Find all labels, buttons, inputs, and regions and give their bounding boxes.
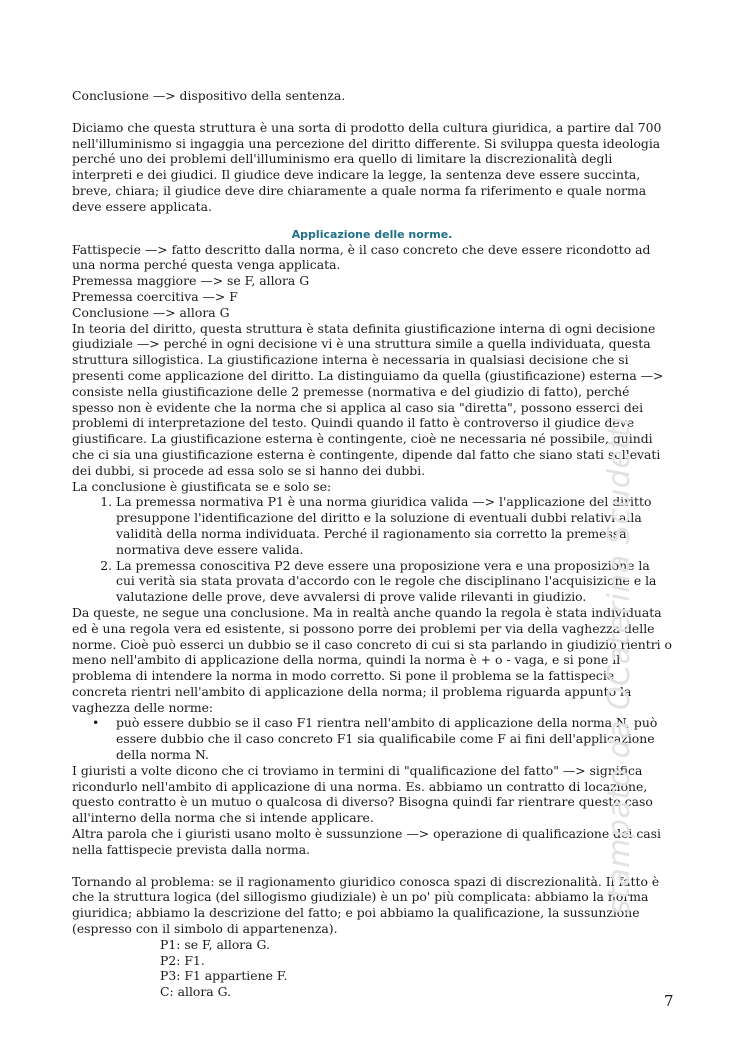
paragraph-qualificazione: I giuristi a volte dicono che ci troviamo in termini di "qualificazione del fatto" —> significa ricondurlo nell'ambito di applicazione di una norma. Es. abbiamo un contratto di locazione, questo contratto è un mutuo o qualcosa di diverso? Bisogna quindi far rientrare questo caso all'interno della norma che si intende applicare. bbox=[72, 762, 653, 826]
bullet-list bbox=[72, 715, 672, 762]
syllogism-step: P3: F1 appartiene F. bbox=[160, 968, 288, 984]
page-number: 7 bbox=[664, 992, 674, 1010]
document-body bbox=[72, 88, 672, 1000]
numbered-list bbox=[72, 494, 672, 605]
paragraph-vaghezza: Da queste, ne segue una conclusione. Ma in realtà anche quando la regola è stata individuata ed è una regola vera ed esistente, si possono porre dei problemi per via della vaghezza delle norme. Cioè può esserci un dubbio se il caso concreto di cui si sta parlando in giudizio rientri o meno nell'ambito di applicazione della norma, quindi la norma è + o - vaga, e si pone il problema di intendere la norma in modo corretto. Si pone il problema se la fattispecie concreta rientri nell'ambito di applicazione della norma; il problema riguarda appunto la vaghezza delle norme: bbox=[72, 604, 673, 715]
paragraph-conclusione-g: Conclusione —> allora G bbox=[72, 304, 230, 320]
paragraph-sussunzione: Altra parola che i giuristi usano molto è sussunzione —> operazione di qualificazione dei casi nella fattispecie prevista dalla norma. bbox=[72, 826, 661, 857]
paragraph-conclusione: Conclusione —> dispositivo della sentenza. bbox=[72, 88, 346, 103]
syllogism-steps bbox=[72, 937, 672, 1000]
list-item: • può essere dubbio se il caso F1 rientra nell'ambito di applicazione della norma N, può essere dubbio che il caso concreto F1 sia qualificabile come F ai fini dell'applicazione della norma N. bbox=[116, 715, 672, 762]
paragraph-conclusione-giustificata: La conclusione è giustificata se e solo se: bbox=[72, 478, 332, 494]
paragraph-fattispecie: Fattispecie —> fatto descritto dalla norma, è il caso concreto che deve essere ricondotto ad una norma perché questa venga applicata. bbox=[72, 241, 651, 273]
paragraph-premessa-maggiore: Premessa maggiore —> se F, allora G bbox=[72, 273, 310, 289]
list-item: 2. La premessa conoscitiva P2 deve essere una proposizione vera e una proposizione la cui verità sia stata provata d'accordo con le regole che disciplinano l'acquisizione e la valutazione delle prove, deve avvalersi di prove valide rilevanti in giudizio. bbox=[116, 558, 672, 605]
paragraph-premessa-coercitiva: Premessa coercitiva —> F bbox=[72, 288, 238, 304]
paragraph-tornando: Tornando al problema: se il ragionamento giuridico conosca spazi di discrezionalità. Il fatto è che la struttura logica (del sillogismo giudiziale) è un po' più complicata: abbiamo la norma giuridica; abbiamo la descrizione del fatto; e poi abbiamo la qualificazione, la sussunzione (espresso con il simbolo di appartenenza). bbox=[72, 873, 660, 937]
paragraph-illuminismo: Diciamo che questa struttura è una sorta di prodotto della cultura giuridica, a partire dal 700 nell'illuminismo si ingaggia una percezione del diritto differente. Si sviluppa questa ideologia perché uno dei problemi dell'illuminismo era quello di limitare la discrezionalità degli interpreti e dei giudici. Il giudice deve indicare la legge, la sentenza deve essere succinta, breve, chiara; il giudice deve dire chiaramente a quale norma fa riferimento e quale norma deve essere applicata. bbox=[72, 119, 662, 214]
watermark: stampato da OCaterina Scudetti bbox=[602, 416, 637, 915]
paragraph-giustificazione: In teoria del diritto, questa struttura è stata definita giustificazione interna di ogni decisione giudiziale —> perché in ogni decisione vi è una struttura simile a quella individuata, questa struttura sillogistica. La giustificazione interna è necessaria in qualsiasi decisione che si presenti come applicazione del diritto. La distinguiamo da quella (giustificazione) esterna —> consiste nella giustificazione delle 2 premesse (normativa e del giudizio di fatto), perché spesso non è evidente che la norma che si applica al caso sia "diretta", possono esserci dei problemi di interpretazione del testo. Quindi quando il fatto è controverso il giudice deve giustificare. La giustificazione esterna è contingente, cioè ne necessaria né possibile, quindi che ci sia una giustificazione esterna è contingente, dipende dal fatto che siano stati sollevati dei dubbi, si procede ad essa solo se si hanno dei dubbi. bbox=[72, 320, 664, 478]
syllogism-step: P2: F1. bbox=[160, 952, 205, 968]
section-heading: Applicazione delle norme. bbox=[291, 227, 453, 241]
syllogism-step: P1: se F, allora G. bbox=[160, 936, 270, 952]
list-item: 1. La premessa normativa P1 è una norma giuridica valida —> l'applicazione del diritto presuppone l'identificazione del diritto e la soluzione di eventuali dubbi relativi alla validità della norma individuata. Perché il ragionamento sia corretto la premessa normativa deve essere valida. bbox=[116, 494, 672, 557]
syllogism-step: C: allora G. bbox=[160, 984, 232, 1000]
